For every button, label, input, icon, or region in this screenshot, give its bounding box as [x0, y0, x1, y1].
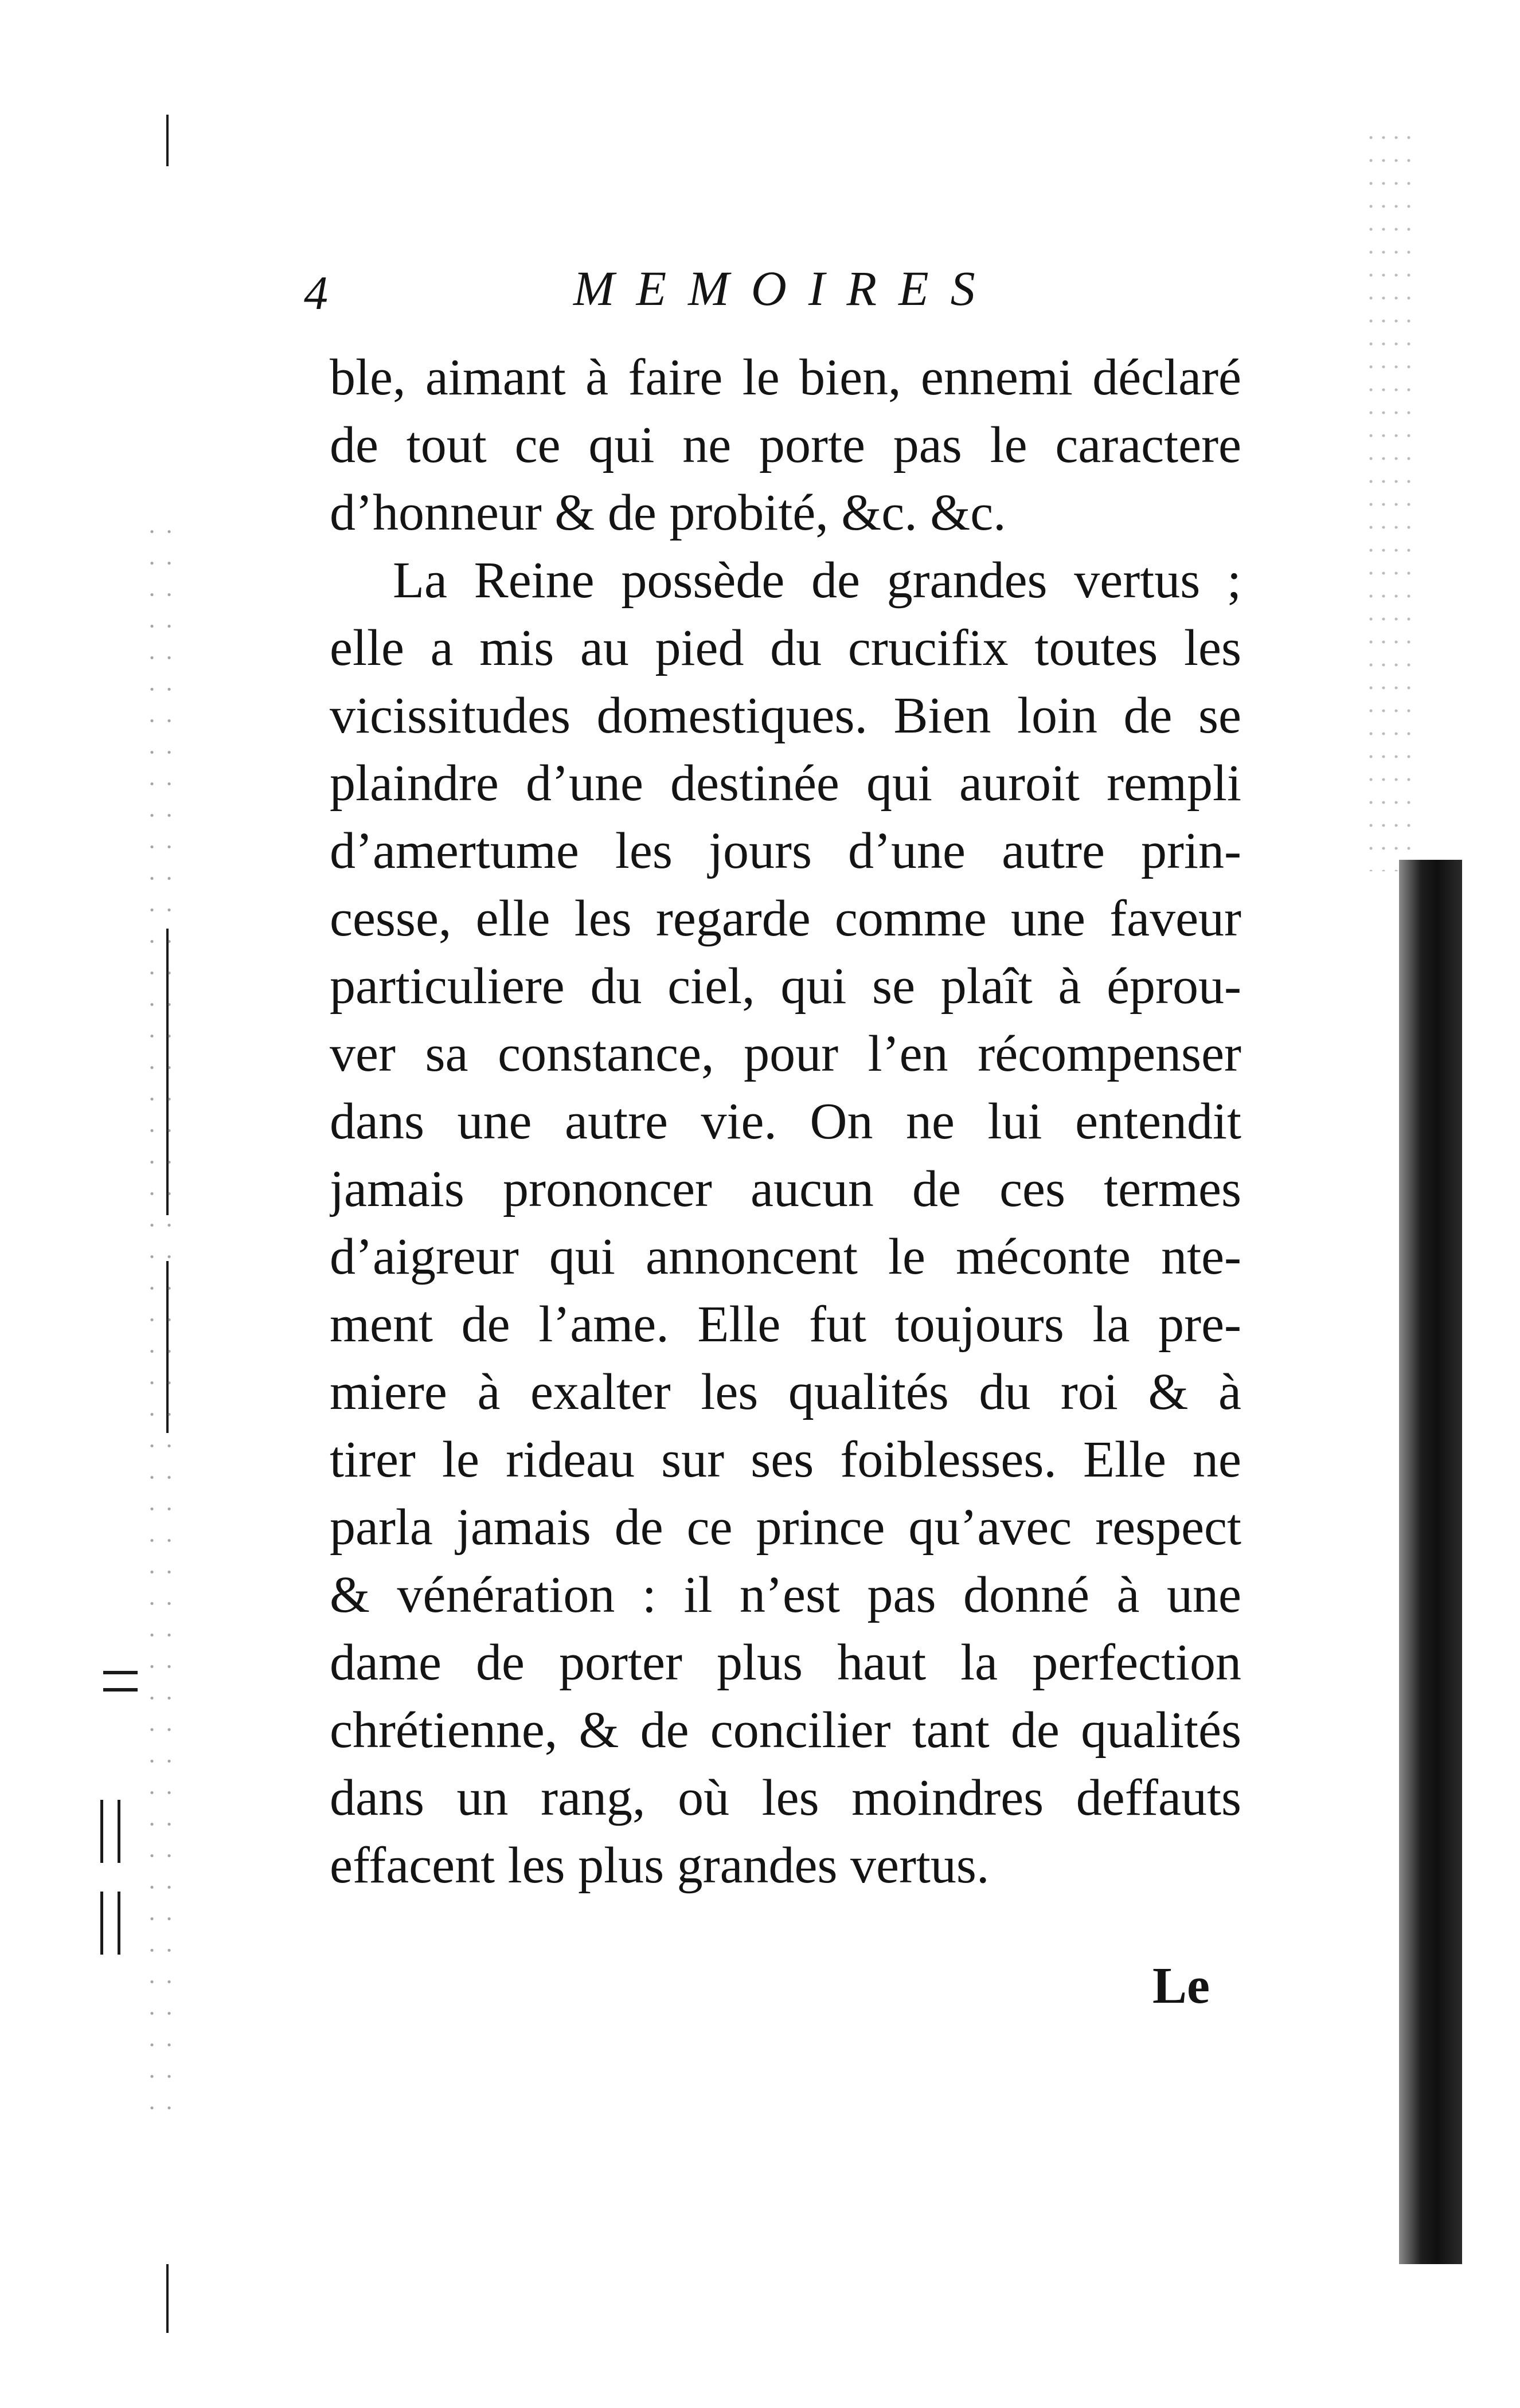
text-line: de tout ce qui ne porte pas le caractere — [330, 417, 1241, 473]
scan-gutter-mark — [103, 1671, 138, 1674]
text-line: tirer le rideau sur ses foiblesses. Elle ne — [330, 1431, 1241, 1488]
text-line: & vénération : il n’est pas donné à une — [330, 1567, 1241, 1623]
text-line: ment de l’ame. Elle fut toujours la pre- — [330, 1296, 1241, 1353]
page-number: 4 — [304, 267, 328, 320]
scan-gutter-bar — [100, 1800, 103, 1863]
text-line: effacent les plus grandes vertus. — [330, 1837, 990, 1894]
scan-edge-line — [166, 115, 169, 166]
running-head: MEMOIRES — [573, 261, 997, 316]
text-line: ver sa constance, pour l’en récompenser — [330, 1025, 1241, 1082]
catchword: Le — [1152, 1957, 1210, 2014]
text-line: jamais prononcer aucun de ces termes — [330, 1161, 1241, 1217]
scan-edge-speckle — [143, 516, 178, 2121]
scan-gutter-bar — [118, 1800, 120, 1863]
scan-edge-speckle — [1365, 126, 1416, 871]
text-line: dans une autre vie. On ne lui entendit — [330, 1093, 1241, 1150]
text-line: elle a mis au pied du crucifix toutes les — [330, 620, 1241, 676]
text-line: chrétienne, & de concilier tant de qualités — [330, 1702, 1241, 1759]
text-line: d’amertume les jours d’une autre prin- — [330, 823, 1241, 879]
scan-gutter-bar — [118, 1892, 120, 1955]
text-line: dans un rang, où les moindres deffauts — [330, 1769, 1241, 1826]
page-edge-shadow — [1399, 860, 1462, 2264]
text-line: dame de porter plus haut la perfection — [330, 1634, 1241, 1691]
body-text — [330, 344, 1241, 1900]
text-line: particuliere du ciel, qui se plaît à éprou- — [330, 958, 1241, 1015]
text-line: d’aigreur qui annoncent le méconte nte- — [330, 1228, 1241, 1285]
scan-edge-line — [166, 2264, 169, 2333]
text-line: cesse, elle les regarde comme une faveur — [330, 890, 1241, 947]
text-line: d’honneur & de probité, &c. &c. — [330, 484, 1006, 541]
scan-gutter-bar — [100, 1892, 103, 1955]
text-line: parla jamais de ce prince qu’avec respect — [330, 1499, 1241, 1556]
text-line: vicissitudes domestiques. Bien loin de se — [330, 687, 1241, 744]
scan-gutter-mark — [103, 1688, 138, 1692]
text-line: La Reine possède de grandes vertus ; — [393, 552, 1241, 609]
text-line: miere à exalter les qualités du roi & à — [330, 1364, 1241, 1420]
text-line: ble, aimant à faire le bien, ennemi déclaré — [330, 349, 1241, 406]
text-line: plaindre d’une destinée qui auroit rempli — [330, 755, 1241, 812]
